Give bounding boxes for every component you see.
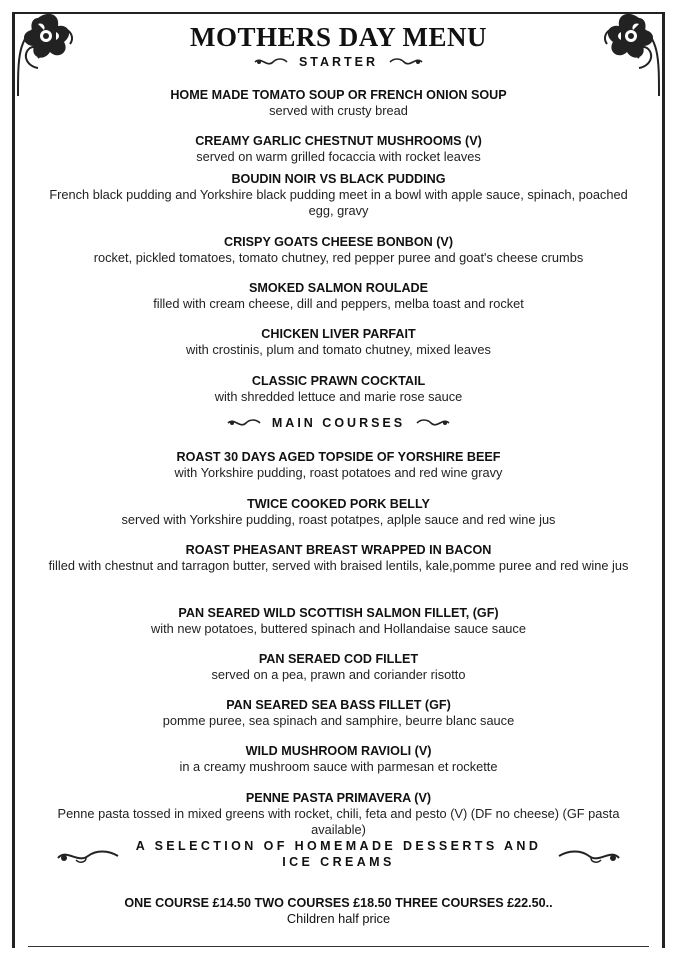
menu-item	[40, 87, 637, 119]
menu-item	[40, 697, 637, 729]
swirl-right-icon	[557, 846, 621, 866]
menu-item	[40, 496, 637, 528]
menu-item	[40, 449, 637, 481]
item-description: served with Yorkshire pudding, roast potatpes, aplple sauce and red wine jus	[121, 512, 556, 527]
menu-title: MOTHERS DAY MENU	[189, 22, 488, 52]
swirl-right-icon	[415, 417, 451, 429]
item-name: PAN SEARED SEA BASS FILLET (GF)	[226, 698, 451, 712]
item-name: CHICKEN LIVER PARFAIT	[261, 327, 416, 341]
item-description: served with crusty bread	[269, 103, 408, 118]
starter-heading	[0, 55, 677, 69]
item-description: in a creamy mushroom sauce with parmesan et rockette	[179, 759, 498, 774]
item-name: PENNE PASTA PRIMAVERA (V)	[245, 791, 432, 805]
menu-item	[40, 133, 637, 165]
item-description: with Yorkshire pudding, roast potatoes and red wine gravy	[174, 465, 503, 480]
item-name: WILD MUSHROOM RAVIOLI (V)	[245, 744, 432, 758]
menu-item	[40, 280, 637, 312]
swirl-left-icon	[56, 846, 120, 866]
menu-item	[40, 743, 637, 775]
menu-item	[40, 542, 637, 574]
item-name: PAN SERAED COD FILLET	[258, 652, 419, 666]
menu-item	[46, 171, 631, 219]
item-name: ROAST 30 DAYS AGED TOPSIDE OF YORSHIRE BEEF	[176, 450, 501, 464]
course-prices: ONE COURSE £14.50 TWO COURSES £18.50 THREE COURSES £22.50..	[124, 896, 553, 910]
item-name: BOUDIN NOIR VS BLACK PUDDING	[231, 172, 446, 186]
item-description: with new potatoes, buttered spinach and Hollandaise sauce sauce	[151, 621, 526, 636]
starter-heading-label: STARTER	[298, 55, 379, 69]
menu-item	[40, 605, 637, 637]
menu-item	[40, 790, 637, 838]
swirl-left-icon	[253, 56, 289, 68]
item-description: French black pudding and Yorkshire black pudding meet in a bowl with apple sauce, spinach, poached egg, gravy	[49, 187, 628, 218]
menu-item	[40, 326, 637, 358]
desserts-heading-label: A SELECTION OF HOMEMADE DESSERTS AND ICE CREAMS	[135, 839, 542, 869]
item-name: CREAMY GARLIC CHESTNUT MUSHROOMS (V)	[195, 134, 482, 148]
item-description: pomme puree, sea spinach and samphire, beurre blanc sauce	[162, 713, 515, 728]
item-description: served on warm grilled focaccia with rocket leaves	[196, 149, 481, 164]
main-courses-heading	[0, 416, 677, 430]
item-description: with shredded lettuce and marie rose sauce	[214, 389, 463, 404]
item-name: PAN SEARED WILD SCOTTISH SALMON FILLET, (GF)	[178, 606, 499, 620]
main-courses-heading-label: MAIN COURSES	[271, 416, 406, 430]
item-description: Penne pasta tossed in mixed greens with rocket, chili, feta and pesto (V) (DF no cheese) (GF pasta available)	[57, 806, 620, 837]
item-name: ROAST PHEASANT BREAST WRAPPED IN BACON	[185, 543, 492, 557]
item-description: filled with chestnut and tarragon butter, served with braised lentils, kale,pomme puree and red wine jus	[48, 558, 629, 573]
swirl-right-icon	[388, 56, 424, 68]
item-name: CLASSIC PRAWN COCKTAIL	[251, 374, 426, 388]
item-description: filled with cream cheese, dill and peppers, melba toast and rocket	[153, 296, 524, 311]
pricing-block	[0, 895, 677, 927]
children-price-note: Children half price	[286, 911, 391, 926]
item-description: with crostinis, plum and tomato chutney, mixed leaves	[186, 342, 491, 357]
swirl-left-icon	[226, 417, 262, 429]
menu-item	[40, 651, 637, 683]
item-name: CRISPY GOATS CHEESE BONBON (V)	[223, 235, 454, 249]
item-name: SMOKED SALMON ROULADE	[248, 281, 429, 295]
bottom-rule	[28, 946, 649, 947]
menu-item	[40, 373, 637, 405]
item-description: rocket, pickled tomatoes, tomato chutney, red pepper puree and goat's cheese crumbs	[93, 250, 584, 265]
item-description: served on a pea, prawn and coriander risotto	[211, 667, 466, 682]
item-name: TWICE COOKED PORK BELLY	[247, 497, 430, 511]
item-name: HOME MADE TOMATO SOUP OR FRENCH ONION SOUP	[170, 88, 507, 102]
menu-item	[20, 234, 657, 266]
